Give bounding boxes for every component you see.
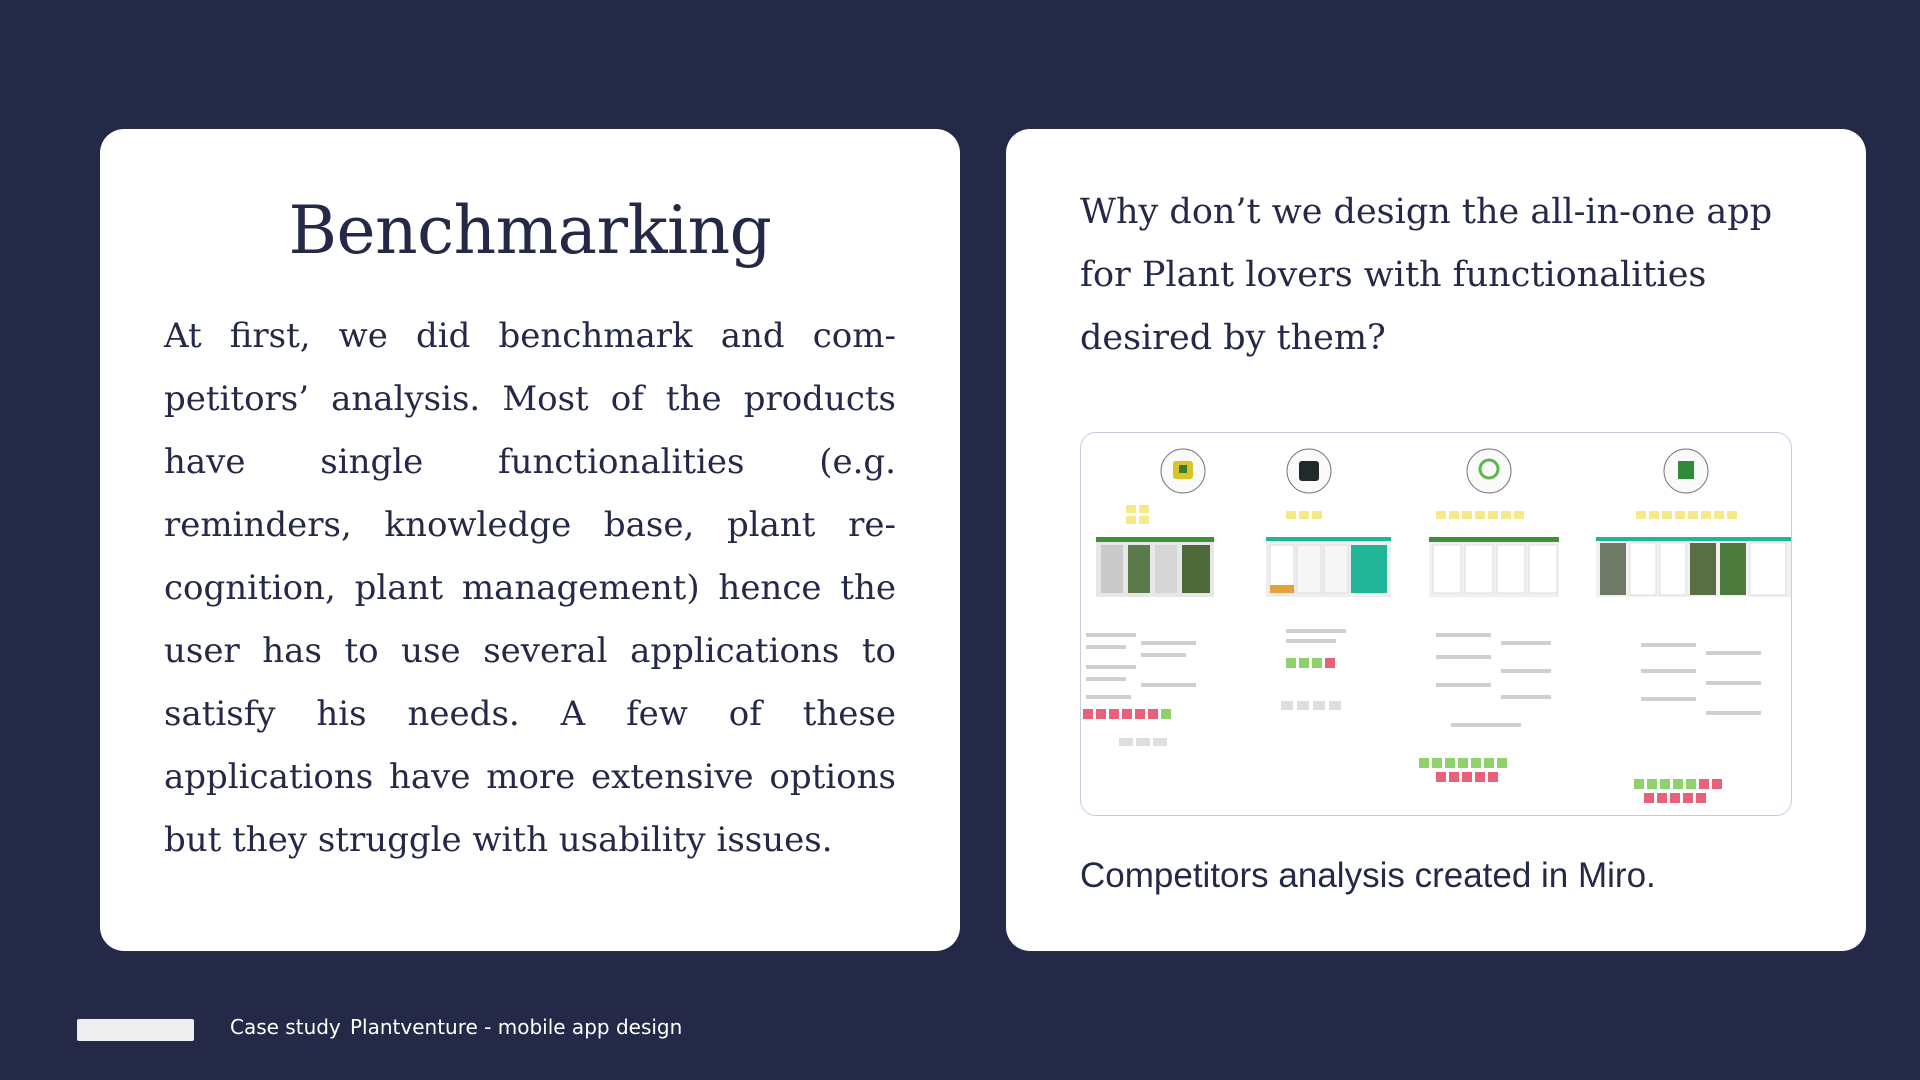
- competitor-column-1: [1083, 449, 1214, 746]
- card-body-text: At first, we did benchmark and com-petitors’ analysis. Most of the products have single functionalities (e.g. reminders, knowledge base, plant re-cognition, plant management) hence the user has to use several applications to satisfy his needs. A few of these applications have more extensive options but they struggle with usability issues.: [164, 316, 896, 860]
- competitors-card: [1006, 129, 1866, 951]
- miro-board-illustration: [1081, 433, 1792, 816]
- footer-project-title: Plantventure - mobile app design: [350, 1015, 683, 1039]
- image-caption: Competitors analysis created in Miro.: [1080, 856, 1656, 895]
- competitor-column-3: [1419, 449, 1559, 782]
- benchmarking-card: [100, 129, 960, 951]
- card-title: Benchmarking: [288, 192, 772, 269]
- footer-case-study-label: Case study: [230, 1015, 341, 1039]
- question-text: Why don’t we design the all-in-one app for Plant lovers with functionalities desired by them?: [1080, 192, 1773, 358]
- competitor-column-2: [1266, 449, 1391, 710]
- competitors-analysis-image: [1080, 432, 1792, 816]
- competitor-column-4: [1596, 449, 1792, 803]
- footer-logo-placeholder: [77, 1019, 194, 1041]
